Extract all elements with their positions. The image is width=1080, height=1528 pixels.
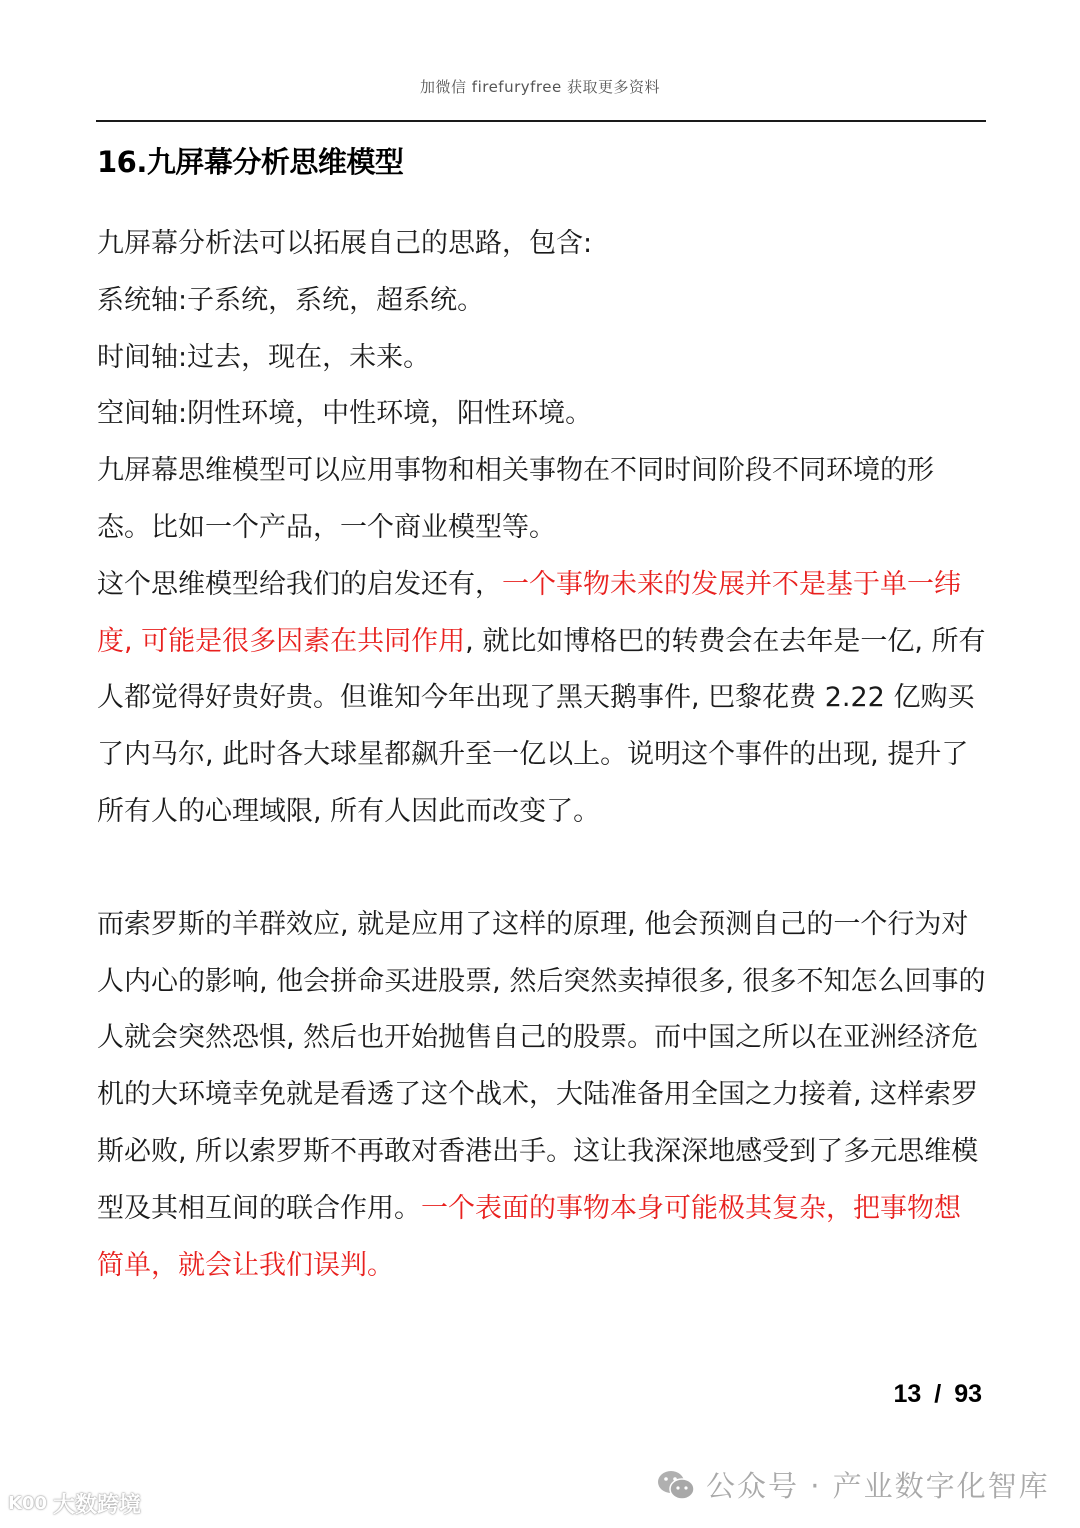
paragraph-soros: [97, 897, 987, 1295]
section-title: 16.九屏幕分析思维模型: [97, 145, 404, 179]
wechat-watermark: [656, 1464, 1050, 1505]
paragraph-intro: 九屏幕分析法可以拓展自己的思路，包含:: [97, 228, 593, 259]
text-highlight: 一个表面的事物本身可能极其复杂，把事物想简单，就会让我们误判。: [97, 1192, 961, 1281]
page-current: 13: [893, 1380, 922, 1408]
text-normal: , 就比如博格巴的转费会在去年是一亿, 所有人都觉得好贵好贵。但谁知今年出现了黑天鹅事件, 巴黎花费 2.22 亿购买了内马尔, 此时各大球星都飙升至一亿以上。说明这个事件的出现, 提升了所有人的心理域限, 所有人因此而改变了。: [97, 625, 986, 827]
page-total: 93: [954, 1380, 982, 1408]
wechat-icon: [656, 1469, 696, 1501]
header-note: 加微信 firefuryfree 获取更多资料: [420, 78, 660, 96]
paragraph-inspiration: [97, 557, 987, 841]
paragraph-system-axis: 系统轴:子系统，系统，超系统。: [97, 284, 485, 316]
brand-logo-icon: K00: [8, 1493, 47, 1514]
paragraph-space-axis: 空间轴:阴性环境，中性环境，阳性环境。: [97, 398, 593, 430]
page-number: [894, 1380, 982, 1409]
paragraph-application: 九屏幕思维模型可以应用事物和相关事物在不同时间阶段不同环境的形态。比如一个产品，一个商业模型等。: [97, 455, 934, 543]
brand-watermark: [8, 1488, 141, 1519]
document-body: [97, 216, 987, 1294]
header-divider: [96, 120, 986, 122]
text-normal: 而索罗斯的羊群效应, 就是应用了这样的原理, 他会预测自己的一个行为对人内心的影响, 他会拼命买进股票, 然后突然卖掉很多, 很多不知怎么回事的人就会突然恐惧, 然后也开始抛售自己的股票。而中国之所以在亚洲经济危机的大环境幸免就是看透了这个战术，大陆准备用全国之力接着, 这样索罗斯必败, 所以索罗斯不再敢对香港出手。这让我深深地感受到了多元思维模型及其相互间的联合作用。: [97, 908, 986, 1224]
text-normal: 这个思维模型给我们的启发还有，: [97, 568, 502, 600]
page-separator: /: [934, 1380, 942, 1408]
watermark-text: 公众号 · 产业数字化智库: [706, 1469, 1050, 1503]
brand-watermark-text: 大数跨境: [53, 1493, 142, 1518]
text-highlight: 一个事物未来的发展并不是基于单一纬度, 可能是很多因素在共同作用: [97, 568, 961, 657]
paragraph-gap: [97, 841, 987, 897]
paragraph-time-axis: 时间轴:过去，现在，未来。: [97, 341, 431, 373]
